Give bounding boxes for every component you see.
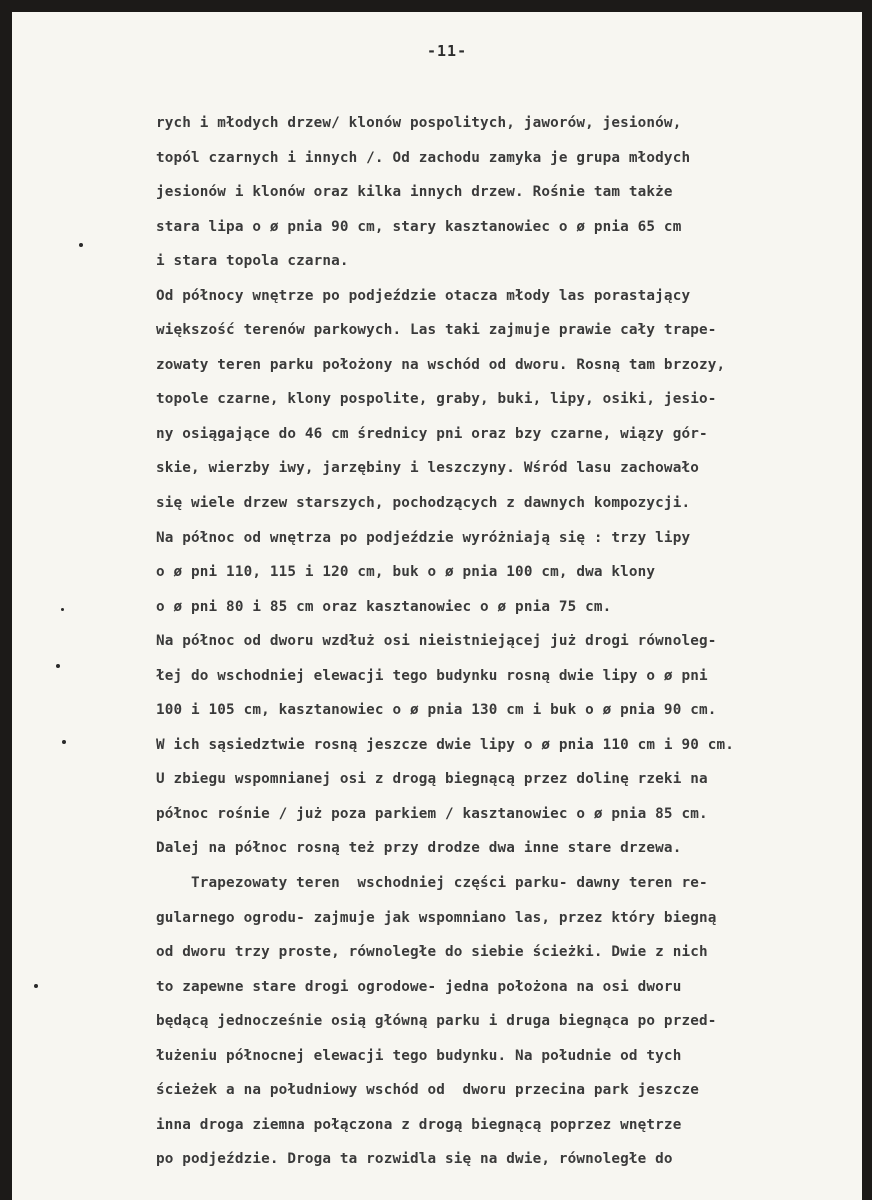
text-line: łej do wschodniej elewacji tego budynku rosną dwie lipy o ø pni [156,667,708,684]
text-line: się wiele drzew starszych, pochodzących z dawnych kompozycji. [156,495,691,512]
margin-punch-mark [79,243,83,247]
text-line: od dworu trzy proste, równoległe do siebie ścieżki. Dwie z nich [156,944,708,961]
text-line: Trapezowaty teren wschodniej części parku- dawny teren re- [156,875,708,892]
text-line: po podjeździe. Droga ta rozwidla się na dwie, równoległe do [156,1151,673,1168]
text-line: topole czarne, klony pospolite, graby, buki, lipy, osiki, jesio- [156,391,717,408]
text-line: łużeniu północnej elewacji tego budynku. Na południe od tych [156,1047,682,1064]
text-line: o ø pni 110, 115 i 120 cm, buk o ø pnia 100 cm, dwa klony [156,564,656,581]
text-line: zowaty teren parku położony na wschód od dworu. Rosną tam brzozy, [156,356,726,373]
page-number: -11- [427,42,468,60]
text-line: topól czarnych i innych /. Od zachodu zamyka je grupa młodych [156,149,691,166]
text-line: Od północy wnętrze po podjeździe otacza młody las porastający [156,287,691,304]
text-line: Dalej na północ rosną też przy drodze dwa inne stare drzewa. [156,840,682,857]
margin-punch-mark [61,608,64,611]
text-line: Na północ od dworu wzdłuż osi nieistniejącej już drogi równoleg- [156,633,717,650]
typewritten-page [12,12,862,1200]
text-line: i stara topola czarna. [156,253,349,270]
text-line: 100 i 105 cm, kasztanowiec o ø pnia 130 cm i buk o ø pnia 90 cm. [156,702,717,719]
text-line: północ rośnie / już poza parkiem / kasztanowiec o ø pnia 85 cm. [156,805,708,822]
text-line: ścieżek a na południowy wschód od dworu przecina park jeszcze [156,1082,699,1099]
text-line: Na północ od wnętrza po podjeździe wyróżniają się : trzy lipy [156,529,691,546]
text-line: to zapewne stare drogi ogrodowe- jedna położona na osi dworu [156,978,682,995]
text-line: W ich sąsiedztwie rosną jeszcze dwie lipy o ø pnia 110 cm i 90 cm. [156,736,734,753]
text-line: większość terenów parkowych. Las taki zajmuje prawie cały trape- [156,322,717,339]
text-line: U zbiegu wspomnianej osi z drogą biegnącą przez dolinę rzeki na [156,771,708,788]
text-line: skie, wierzby iwy, jarzębiny i leszczyny. Wśród lasu zachowało [156,460,699,477]
page-body-text [156,106,856,1177]
text-line: ny osiągające do 46 cm średnicy pni oraz bzy czarne, wiązy gór- [156,425,708,442]
text-line: stara lipa o ø pnia 90 cm, stary kasztanowiec o ø pnia 65 cm [156,218,682,235]
text-line: gularnego ogrodu- zajmuje jak wspomniano las, przez który biegną [156,909,717,926]
text-line: inna droga ziemna połączona z drogą biegnącą poprzez wnętrze [156,1116,682,1133]
margin-punch-mark [56,664,60,668]
text-line: rych i młodych drzew/ klonów pospolitych, jaworów, jesionów, [156,115,682,131]
margin-punch-mark [34,984,38,988]
text-line: jesionów i klonów oraz kilka innych drzew. Rośnie tam także [156,184,673,201]
text-line: będącą jednocześnie osią główną parku i druga biegnąca po przed- [156,1013,717,1030]
margin-punch-mark [62,740,66,744]
text-line: o ø pni 80 i 85 cm oraz kasztanowiec o ø pnia 75 cm. [156,598,612,615]
